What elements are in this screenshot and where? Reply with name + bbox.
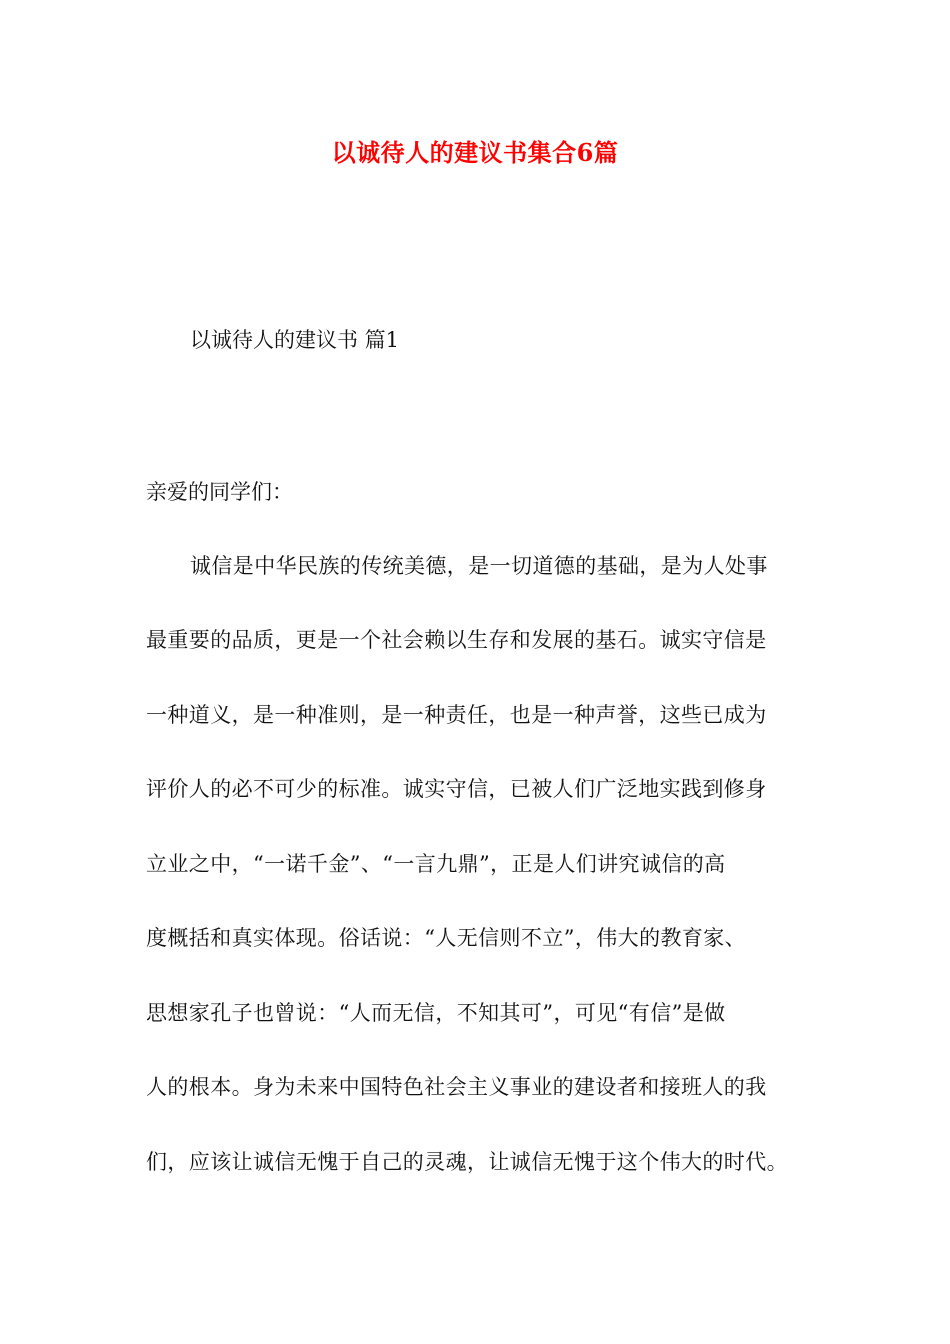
paragraph-line: 一种道义，是一种准则，是一种责任，也是一种声誉，这些已成为 — [146, 703, 767, 727]
paragraph-line: 最重要的品质，更是一个社会赖以生存和发展的基石。诚实守信是 — [146, 628, 767, 652]
paragraph-line: 们，应该让诚信无愧于自己的灵魂，让诚信无愧于这个伟大的时代。 — [146, 1150, 788, 1174]
document-title: 以诚待人的建议书集合6篇 — [331, 138, 619, 167]
paragraph-line: 度概括和真实体现。俗话说：“人无信则不立”，伟大的教育家、 — [146, 926, 747, 950]
paragraph-line: 立业之中，“一诺千金”、“一言九鼎”，正是人们讲究诚信的高 — [146, 852, 726, 876]
salutation: 亲爱的同学们： — [146, 480, 293, 504]
paragraph-line: 人的根本。身为未来中国特色社会主义事业的建设者和接班人的我 — [146, 1075, 767, 1099]
paragraph-line: 诚信是中华民族的传统美德，是一切道德的基础，是为人处事 — [190, 554, 768, 578]
paragraph-line: 思想家孔子也曾说：“人而无信，不知其可”，可见“有信”是做 — [146, 1001, 726, 1025]
paragraph-line: 评价人的必不可少的标准。诚实守信，已被人们广泛地实践到修身 — [146, 777, 767, 801]
section-heading: 以诚待人的建议书 篇1 — [190, 328, 400, 352]
